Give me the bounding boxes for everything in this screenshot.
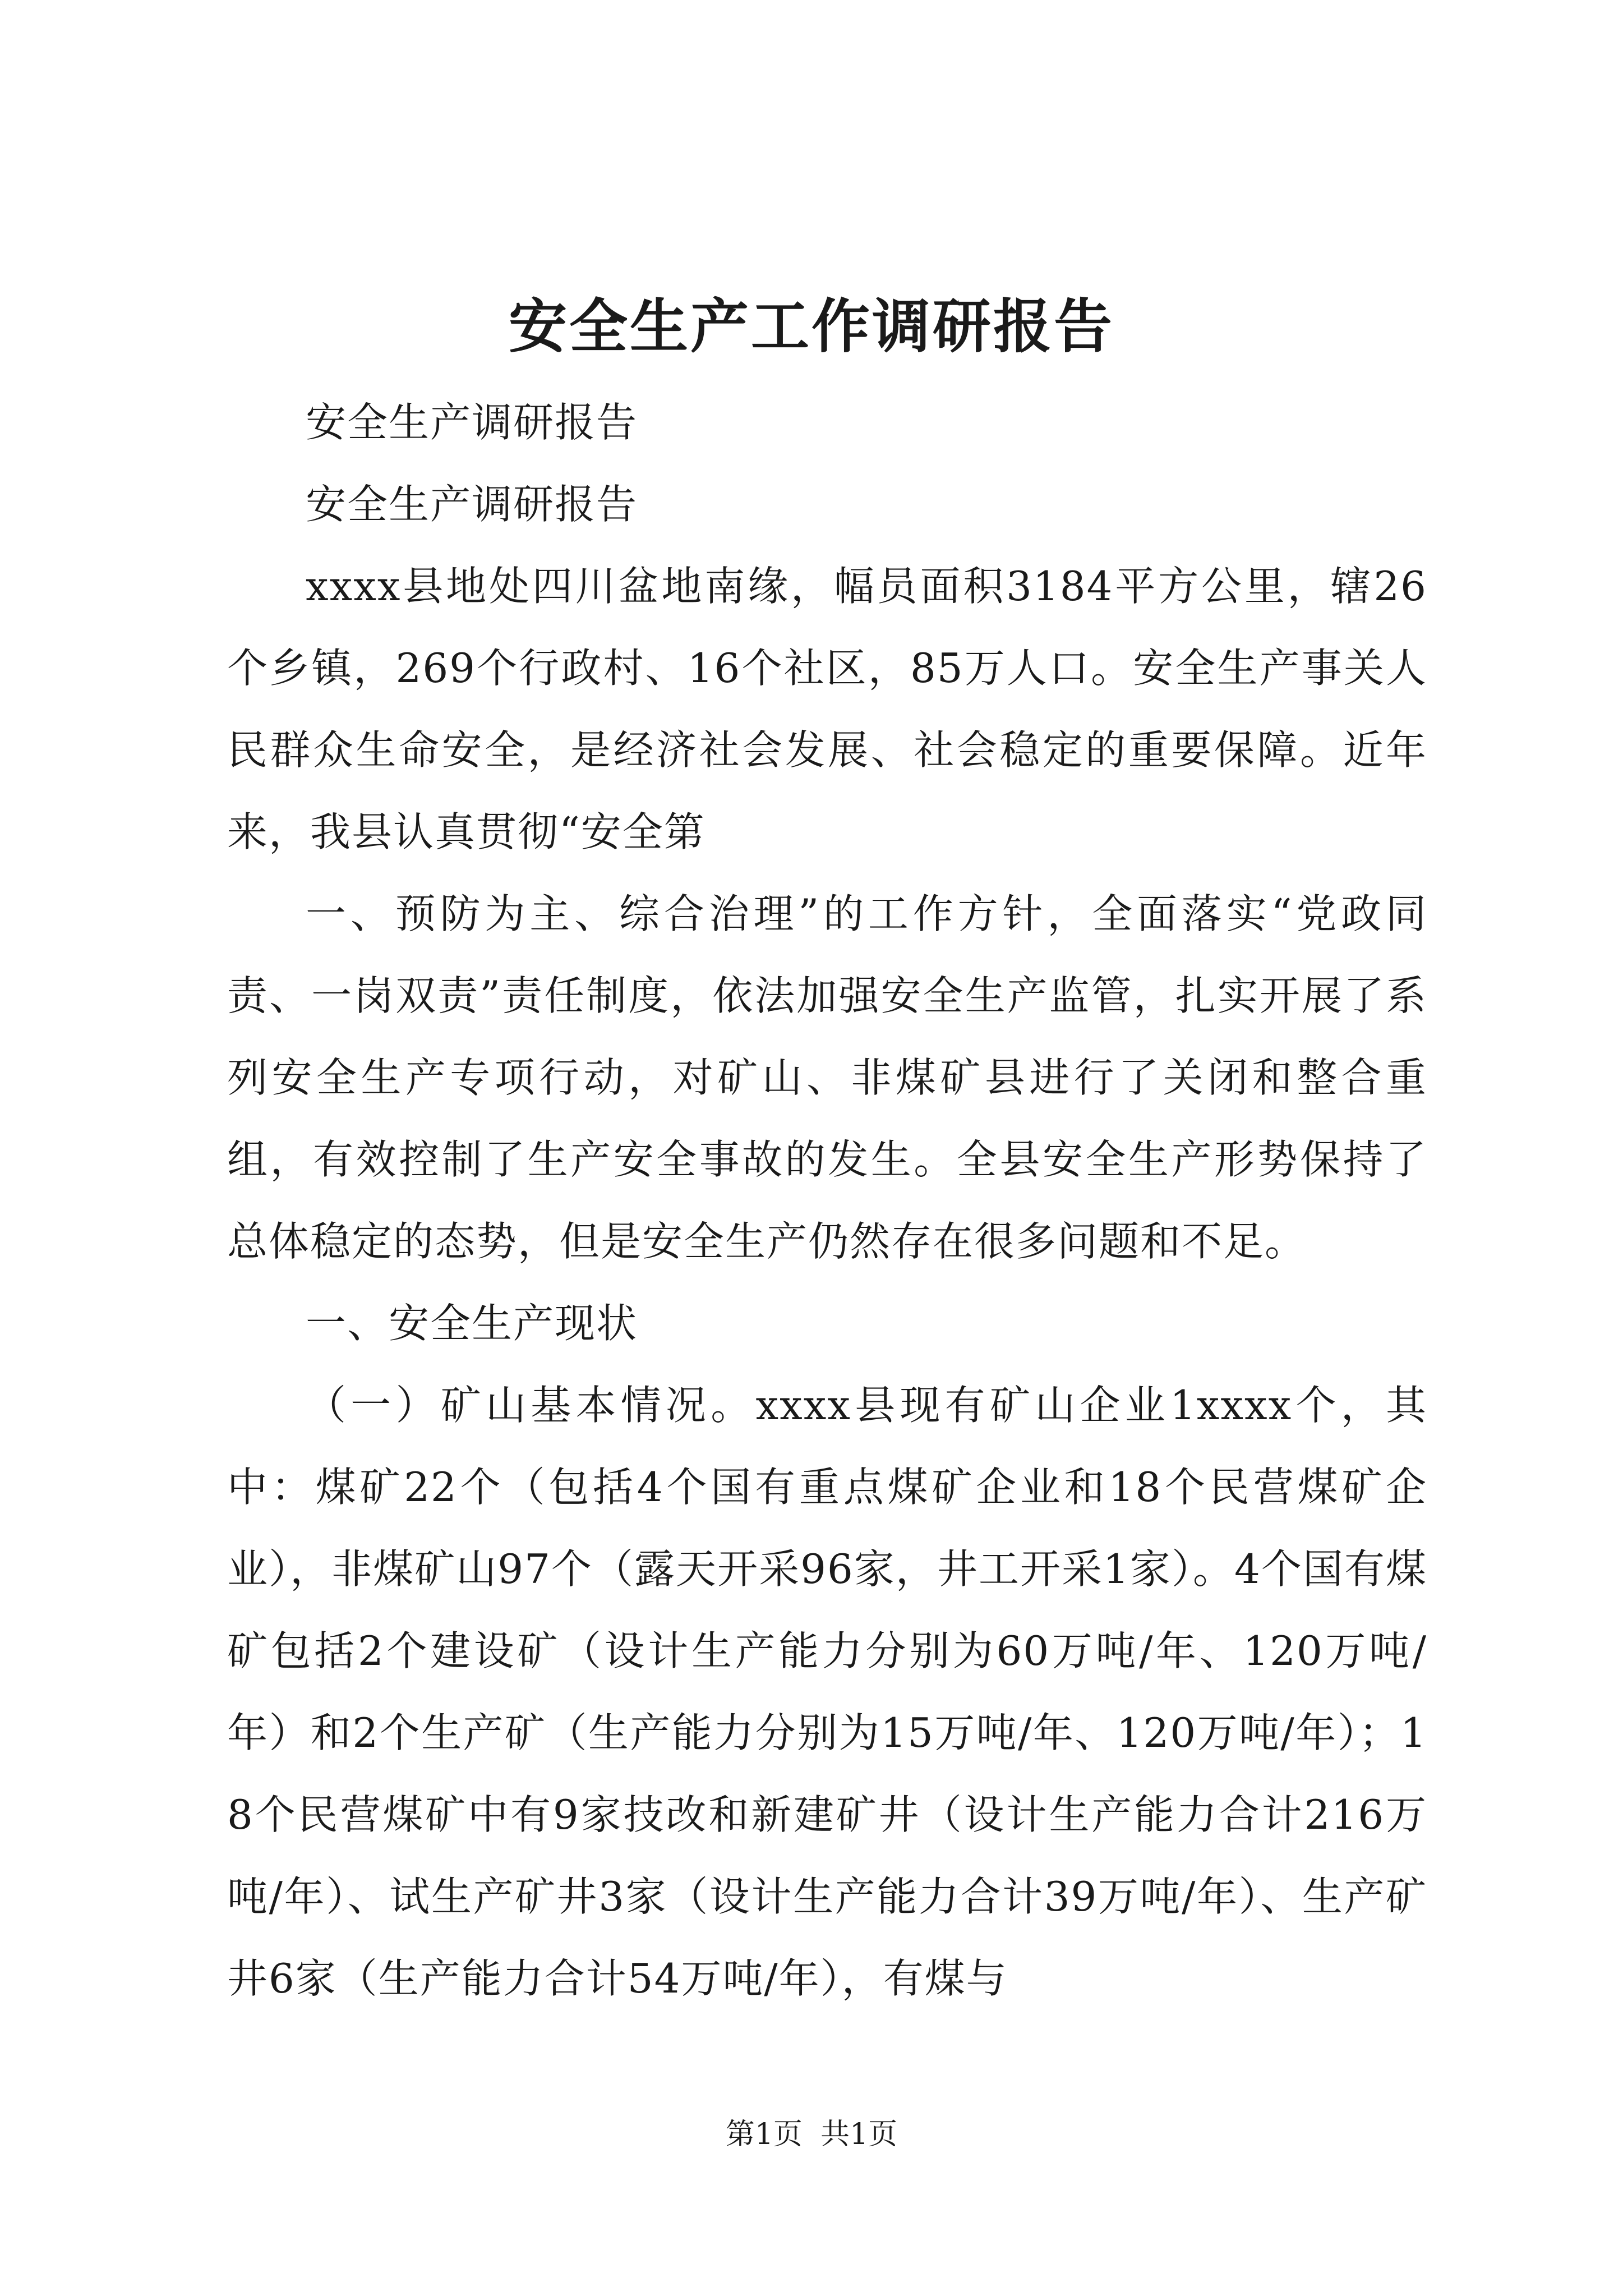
paragraph-subtitle-1: 安全生产调研报告 xyxy=(306,399,638,446)
paragraph-county-overview: xxxx县地处四川盆地南缘，幅员面积3184平方公里，辖26个乡镇，269个行政村、16个社区，85万人口。安全生产事关人民群众生命安全，是经济社会发展、社会稳定的重要保障。近年来，我县认真贯彻“安全第 xyxy=(227,563,1427,855)
page-footer xyxy=(0,2115,1623,2154)
section-heading-current-status: 一、安全生产现状 xyxy=(306,1300,638,1347)
paragraph-mine-basics: （一）矿山基本情况。xxxx县现有矿山企业1xxxx个，其中：煤矿22个（包括4个国有重点煤矿企业和18个民营煤矿企业），非煤矿山97个（露天开采96家，井工开采1家）。4个国有煤矿包括2个建设矿（设计生产能力分别为60万吨/年、120万吨/年）和2个生产矿（生产能力分别为15万吨/年、120万吨/年）；18个民营煤矿中有9家技改和新建矿井（设计生产能力合计216万吨/年）、试生产矿井3家（设计生产能力合计39万吨/年）、生产矿井6家（生产能力合计54万吨/年），有煤与 xyxy=(227,1382,1427,2002)
page-total: 共1页 xyxy=(820,2118,898,2151)
document-title: 安全生产工作调研报告 xyxy=(508,292,1114,361)
paragraph-subtitle-2: 安全生产调研报告 xyxy=(306,481,638,528)
page-number: 第1页 xyxy=(725,2118,803,2151)
paragraph-work-policy: 一、预防为主、综合治理”的工作方针，全面落实“党政同责、一岗双责”责任制度，依法加强安全生产监管，扎实开展了系列安全生产专项行动，对矿山、非煤矿县进行了关闭和整合重组，有效控制了生产安全事故的发生。全县安全生产形势保持了总体稳定的态势，但是安全生产仍然存在很多问题和不足。 xyxy=(227,890,1427,1265)
document-body xyxy=(227,381,1427,2019)
